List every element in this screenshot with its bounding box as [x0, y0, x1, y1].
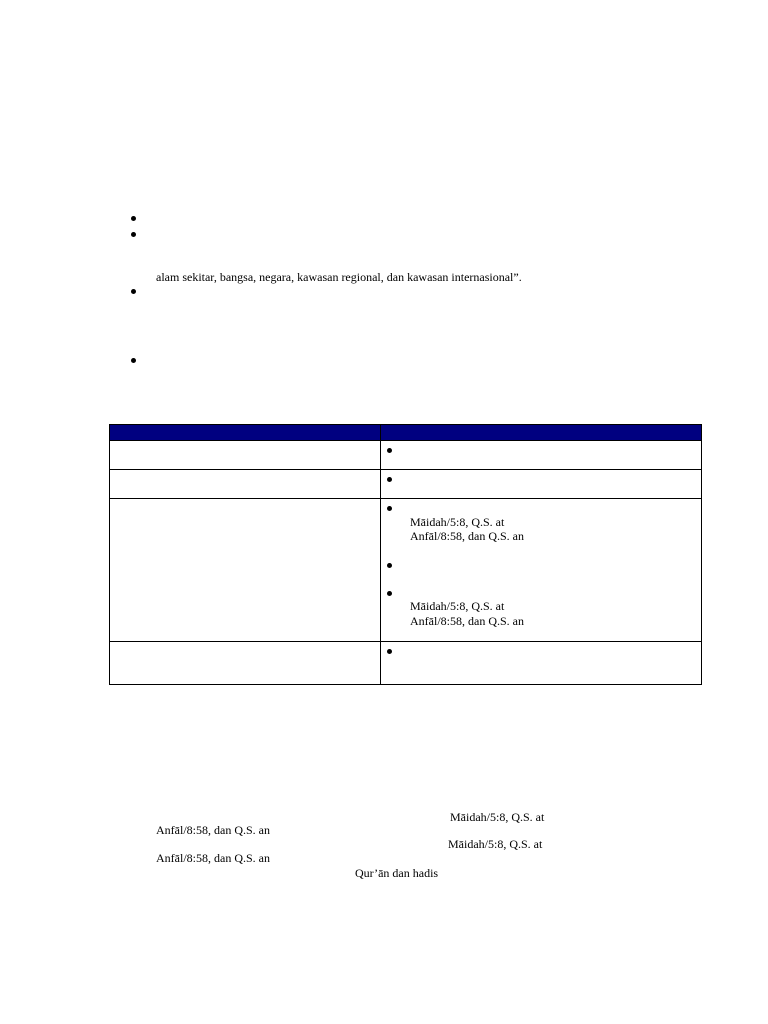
- table-row: [110, 642, 701, 684]
- bottom-text-line: Māidah/5:8, Q.S. at: [450, 810, 545, 824]
- cell-text-line: Anfāl/8:58, dan Q.S. an: [410, 529, 524, 543]
- table-header-row: [110, 425, 701, 441]
- column-divider: [380, 425, 381, 440]
- cell-bullet: [387, 477, 392, 482]
- column-divider: [380, 470, 381, 498]
- cell-bullet: [387, 448, 392, 453]
- cell-bullet: [387, 506, 392, 511]
- cell-bullet: [387, 563, 392, 568]
- cell-text-line: Anfāl/8:58, dan Q.S. an: [410, 614, 524, 628]
- table-row: [110, 499, 701, 642]
- cell-bullet: [387, 591, 392, 596]
- list-bullet-3: [131, 289, 136, 294]
- table-row: [110, 441, 701, 470]
- bottom-text-line: Anfāl/8:58, dan Q.S. an: [156, 823, 270, 837]
- body-text-line: alam sekitar, bangsa, negara, kawasan regional, dan kawasan internasional”.: [156, 270, 522, 284]
- cell-text-line: Māidah/5:8, Q.S. at: [410, 515, 505, 529]
- bottom-text-line: Qur’ān dan hadis: [355, 866, 439, 880]
- bottom-text-line: Māidah/5:8, Q.S. at: [448, 837, 543, 851]
- column-divider: [380, 441, 381, 469]
- column-divider: [380, 499, 381, 641]
- list-bullet-2: [131, 232, 136, 237]
- column-divider: [380, 642, 381, 684]
- content-table: [109, 424, 702, 685]
- bottom-text-line: Anfāl/8:58, dan Q.S. an: [156, 851, 270, 865]
- cell-bullet: [387, 649, 392, 654]
- cell-text-line: Māidah/5:8, Q.S. at: [410, 599, 505, 613]
- table-row: [110, 470, 701, 499]
- list-bullet-1: [131, 216, 136, 221]
- list-bullet-4: [131, 358, 136, 363]
